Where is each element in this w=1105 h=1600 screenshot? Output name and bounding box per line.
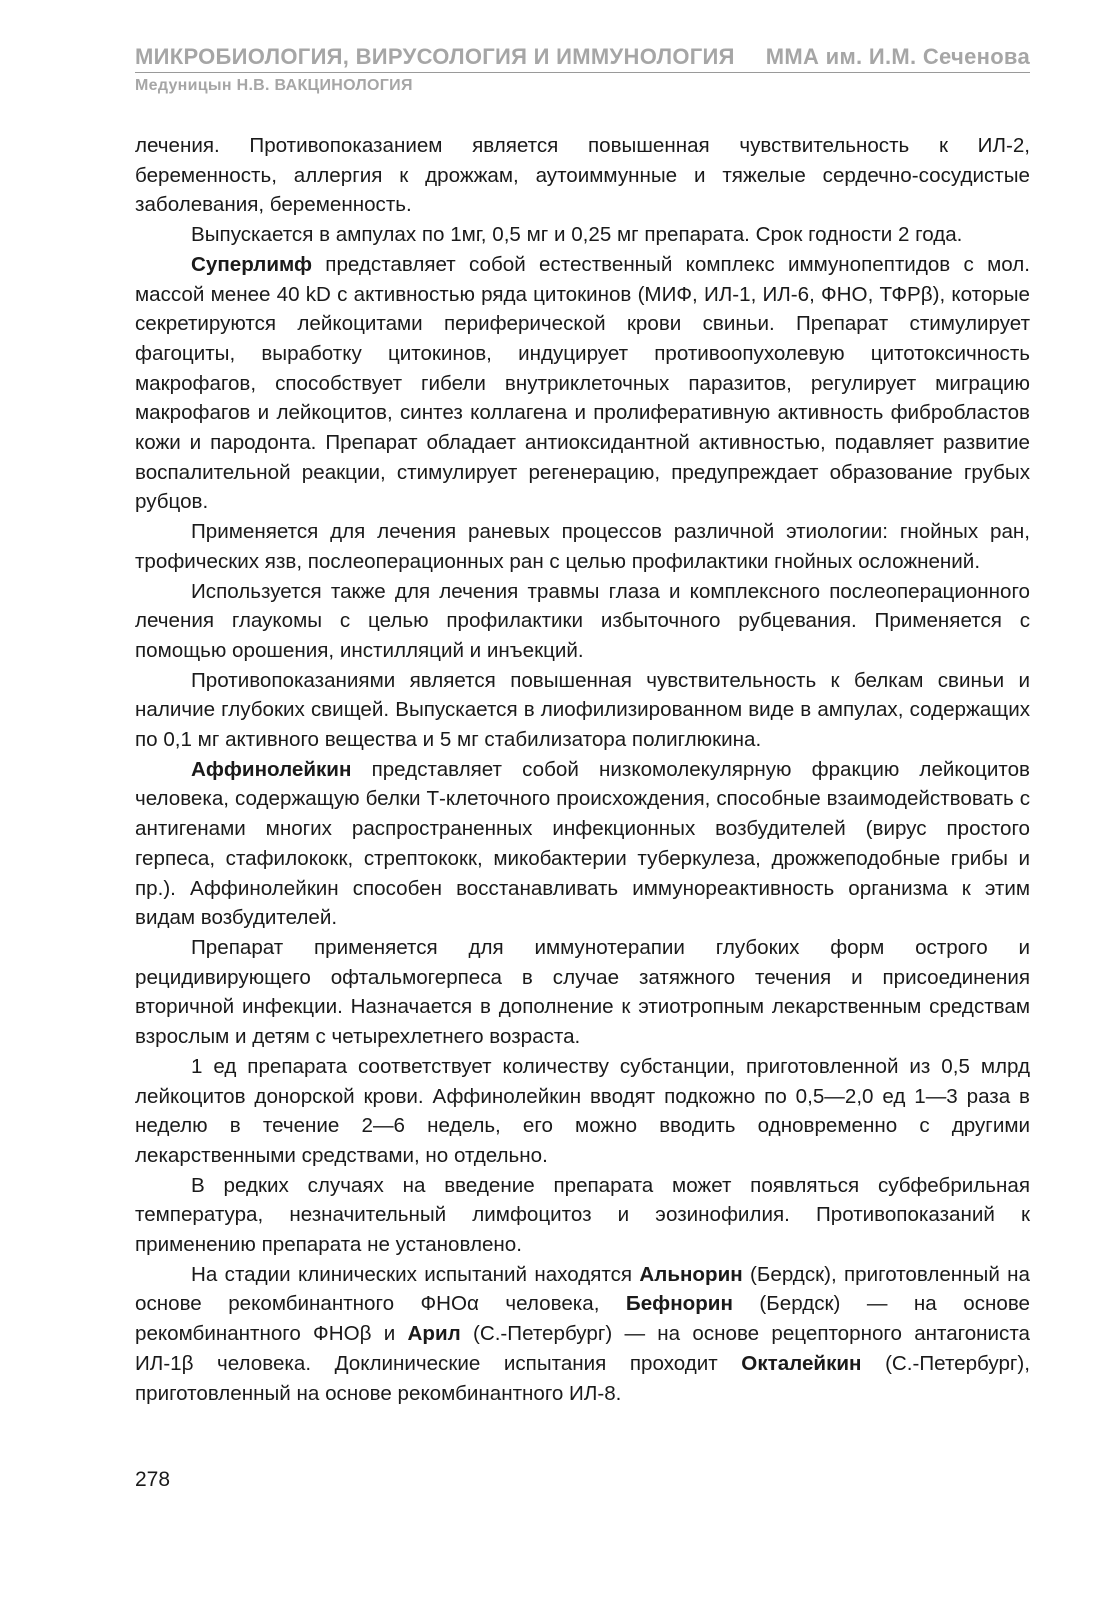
text-run: На стадии клинических испытаний находятся xyxy=(191,1262,640,1286)
drug-name: Суперлимф xyxy=(191,252,313,276)
text-run: представляет собой естественный комплекс иммунопептидов с мол. массой менее 40 kD с активностью ряда цитокинов (МИФ, ИЛ-1, ИЛ-6, ФНО, ТФРβ), которые секретируются лейкоцитами периферической крови свиньи. Препарат стимулирует фагоциты, выработку цитокинов, индуцирует противоопухолевую цитотоксичность макрофагов, способствует гибели внутриклеточных паразитов, регулирует миграцию макрофагов и лейкоцитов, синтез коллагена и пролиферативную активность фибробластов кожи и пародонта. Препарат обладает антиоксидантной активностью, подавляет развитие воспалительной реакции, стимулирует регенерацию, предупреждает образование грубых рубцов. xyxy=(135,252,1030,514)
text-run: (Бердск), приготовленный на основе рекомбинантного ФНОα человека, xyxy=(135,1262,1030,1316)
body-text xyxy=(135,131,1030,1408)
paragraph xyxy=(135,517,1030,576)
header-title-left: МИКРОБИОЛОГИЯ, ВИРУСОЛОГИЯ И ИММУНОЛОГИЯ xyxy=(135,44,735,69)
page-number: 278 xyxy=(135,1468,171,1491)
paragraph xyxy=(135,1052,1030,1171)
drug-name: Бефнорин xyxy=(625,1292,733,1316)
text-run: (С.-Петербург), приготовленный на основе рекомбинантного ИЛ-8. xyxy=(135,1351,1031,1405)
text-run: Противопоказаниями является повышенная чувствительность к белкам свиньи и наличие глубоких свищей. Выпускается в лиофилизированном виде в ампулах, содержащих по 0,1 мг активного вещества и 5 мг стабилизатора полиглюкина. xyxy=(135,668,1030,752)
paragraph xyxy=(135,666,1030,755)
paragraph xyxy=(135,577,1030,666)
running-header xyxy=(135,44,1030,95)
paragraph xyxy=(135,755,1030,933)
paragraph xyxy=(135,1171,1030,1260)
paragraph xyxy=(135,933,1030,1052)
paragraph xyxy=(135,250,1030,517)
text-run: (С.-Петербург) — на основе рецепторного антагониста ИЛ-1β человека. Доклинические испытания проходит xyxy=(135,1322,1031,1375)
header-top-row xyxy=(135,44,1030,73)
text-run: (Бердск) — на основе рекомбинантного ФНОβ и xyxy=(135,1292,1030,1346)
text-run: Используется также для лечения травмы глаза и комплексного послеоперационного лечения глаукомы с целью профилактики избыточного рубцевания. Применяется с помощью орошения, инстилляций и инъекций. xyxy=(135,579,1030,662)
text-run: 1 ед препарата соответствует количеству субстанции, приготовленной из 0,5 млрд лейкоцитов донорской крови. Аффинолейкин вводят подкожно по 0,5—2,0 ед 1—3 раза в неделю в течение 2—6 недель, его можно вводить одновременно с другими лекарственными средствами, но отдельно. xyxy=(135,1054,1030,1167)
text-run: представляет собой низкомолекулярную фракцию лейкоцитов человека, содержащую белки Т-клеточного происхождения, способные взаимодействовать с антигенами многих распространенных инфекционных возбудителей (вирус простого герпеса, стафилококк, стрептококк, микобактерии туберкулеза, дрожжеподобные грибы и пр.). Аффинолейкин способен восстанавливать иммунореактивность организма к этим видам возбудителей. xyxy=(135,757,1030,930)
header-title-right: ММА им. И.М. Сеченова xyxy=(765,44,1030,69)
drug-name: Окталейкин xyxy=(741,1351,862,1375)
drug-name: Арил xyxy=(407,1322,461,1346)
paragraph xyxy=(135,131,1030,220)
text-run: В редких случаях на введение препарата может появляться субфебрильная температура, незначительный лимфоцитоз и эозинофилия. Противопоказаний к применению препарата не установлено. xyxy=(135,1173,1030,1257)
text-run: Выпускается в ампулах по 1мг, 0,5 мг и 0,25 мг препарата. Срок годности 2 года. xyxy=(191,223,963,247)
drug-name: Аффинолейкин xyxy=(191,757,352,781)
text-run: Препарат применяется для иммунотерапии глубоких форм острого и рецидивирующего офтальмогерпеса в случае затяжного течения и присоединения вторичной инфекции. Назначается в дополнение к этиотропным лекарственным средствам взрослым и детям с четырехлетнего возраста. xyxy=(135,935,1030,1049)
paragraph xyxy=(135,220,1030,250)
paragraph xyxy=(135,1260,1030,1409)
text-run: Применяется для лечения раневых процессов различной этиологии: гнойных ран, трофических язв, послеоперационных ран с целью профилактики гнойных осложнений. xyxy=(135,520,1030,573)
header-subtitle: Медуницын Н.В. ВАКЦИНОЛОГИЯ xyxy=(135,77,413,94)
drug-name: Альнорин xyxy=(639,1262,743,1286)
text-run: лечения. Противопоказанием является повышенная чувствительность к ИЛ-2, беременность, аллергия к дрожжам, аутоиммунные и тяжелые сердечно-сосудистые заболевания, беременность. xyxy=(135,134,1030,217)
